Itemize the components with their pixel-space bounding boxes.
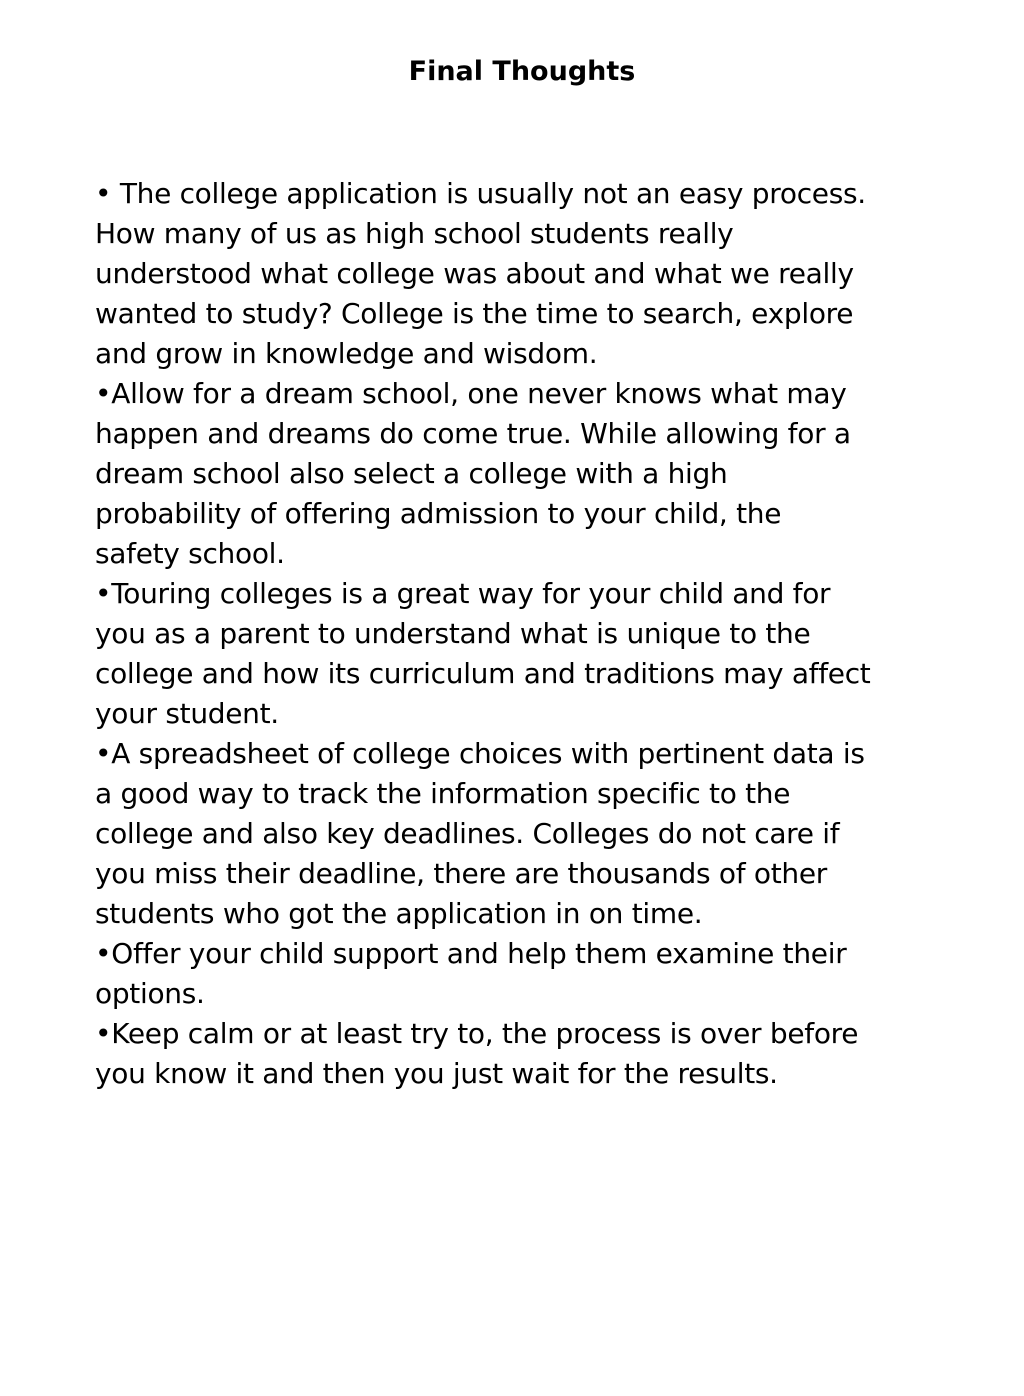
bullet-paragraph: •Allow for a dream school, one never knows what may happen and dreams do come true. While allowing for a dream school also select a college with a high probability of offering admission to your child, the safety school. (95, 377, 851, 570)
document-body (95, 174, 955, 1094)
bullet-paragraph: •Keep calm or at least try to, the process is over before you know it and then you just wait for the results. (95, 1017, 859, 1090)
bullet-paragraph: • The college application is usually not an easy process. How many of us as high school students really understood what college was about and what we really wanted to study? College is the time to search, explore and grow in knowledge and wisdom. (95, 177, 866, 370)
page-title: Final Thoughts (408, 56, 636, 87)
bullet-paragraph: •Offer your child support and help them examine their options. (95, 937, 847, 1010)
bullet-paragraph: •A spreadsheet of college choices with pertinent data is a good way to track the information specific to the college and also key deadlines. Colleges do not care if you miss their deadline, there are thousands of other students who got the application in on time. (95, 737, 865, 930)
bullet-paragraph: •Touring colleges is a great way for your child and for you as a parent to understand what is unique to the college and how its curriculum and traditions may affect your student. (95, 577, 871, 730)
